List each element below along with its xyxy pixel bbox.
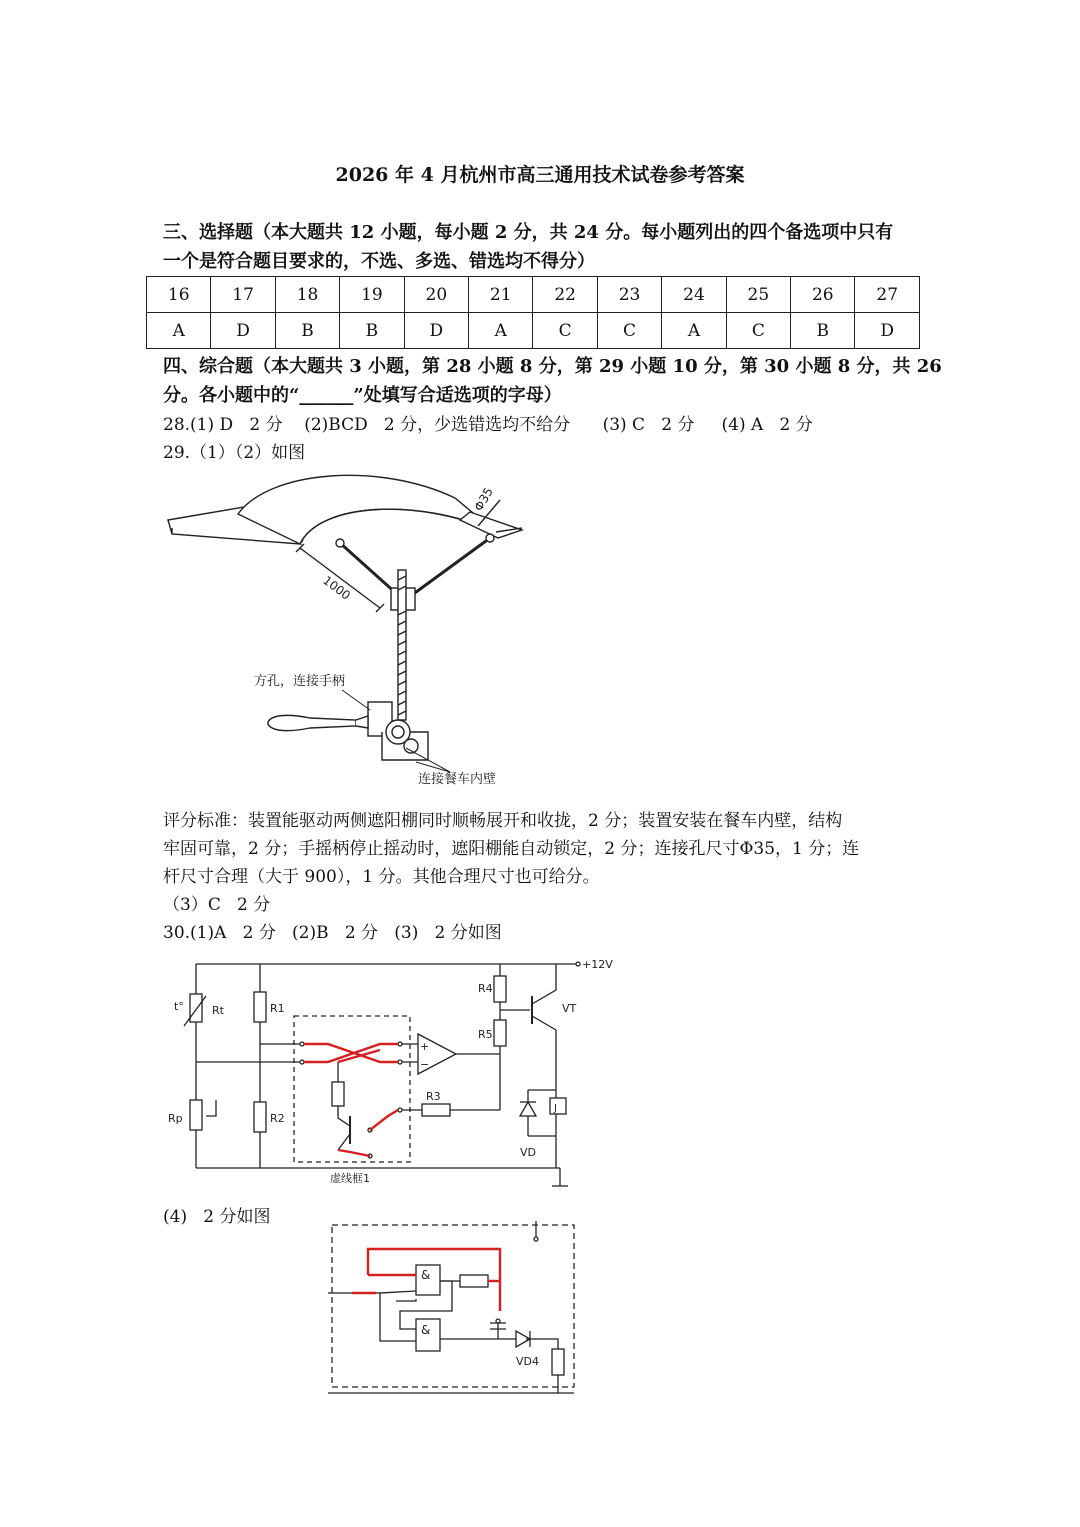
answer-table-answer-row [147,313,920,349]
table-cell: A [469,313,533,349]
table-cell: C [597,313,661,349]
table-cell: D [211,313,275,349]
table-cell: D [404,313,468,349]
grading-line2: 牢固可靠，2 分；手摇柄停止摇动时，遮阳棚能自动锁定，2 分；连接孔尺寸Φ35，1 分；连 [163,839,860,859]
table-cell: 20 [404,277,468,313]
section4-line2: 分。各小题中的“______”处填写合适选项的字母） [163,385,562,406]
q29-heading: 29.（1）（2）如图 [163,443,306,463]
q30-heading: 30.(1)A 2 分 (2)B 2 分 (3) 2 分如图 [163,923,502,943]
table-cell: 16 [147,277,211,313]
dashed-frame-label: 虚线框1 [330,1172,370,1185]
table-cell: A [147,313,211,349]
opamp-plus: + [420,1040,430,1053]
section3-line1: 三、选择题（本大题共 12 小题，每小题 2 分，共 24 分。每小题列出的四个备选项中只有 [163,222,894,243]
table-cell: A [662,313,726,349]
vd4-label: VD4 [516,1355,539,1368]
table-cell: 18 [275,277,339,313]
table-cell: 17 [211,277,275,313]
comparator-circuit-figure [160,950,620,1190]
r3-label: R3 [426,1090,441,1103]
rt-label: Rt [212,1004,224,1017]
table-cell: 22 [533,277,597,313]
table-cell: 24 [662,277,726,313]
table-cell: 19 [340,277,404,313]
grading-line3: 杆尺寸合理（大于 900），1 分。其他合理尺寸也可给分。 [163,867,600,887]
logic-circuit-figure [320,1215,585,1400]
section3-line2: 一个是符合题目要求的，不选、多选、错选均不得分） [163,251,595,272]
dimension-length-label: 1000 [320,573,354,603]
wall-label: 连接餐车内壁 [418,772,497,787]
r1-label: R1 [270,1002,285,1015]
supply-label: +12V [582,958,613,971]
table-cell: B [340,313,404,349]
table-cell: C [726,313,790,349]
q28-answers: 28.(1) D 2 分 (2)BCD 2 分，少选错选均不给分 (3) C 2 分 (4) A 2 分 [163,415,813,435]
table-cell: D [855,313,920,349]
page-title: 2026 年 4 月杭州市高三通用技术试卷参考答案 [335,164,745,186]
table-cell: 26 [791,277,855,313]
and-gate-2-symbol: & [421,1323,431,1337]
table-cell: 21 [469,277,533,313]
vt-label: VT [562,1002,577,1015]
handle-label: 方孔，连接手柄 [254,674,346,689]
sunshade-mechanism-figure [160,470,540,795]
grading-line1: 评分标准：装置能驱动两侧遮阳棚同时顺畅展开和收拢，2 分；装置安装在餐车内壁，结构 [163,811,843,831]
q29-3-answer: （3）C 2 分 [163,895,271,915]
r5-label: R5 [478,1028,493,1041]
table-cell: 25 [726,277,790,313]
r2-label: R2 [270,1112,285,1125]
rp-label: Rp [168,1112,183,1125]
and-gate-1-symbol: & [421,1268,431,1282]
section4-line1: 四、综合题（本大题共 3 小题，第 28 小题 8 分，第 29 小题 10 分，第 30 小题 8 分，共 26 [163,356,942,377]
table-cell: B [275,313,339,349]
q30-4-heading: (4) 2 分如图 [163,1207,271,1227]
table-cell: 27 [855,277,920,313]
relay-label: J [554,1103,557,1114]
vd-label: VD [520,1146,536,1159]
answer-table [146,276,920,349]
answer-table-number-row [147,277,920,313]
r4-label: R4 [478,982,493,995]
dimension-diameter-label: Φ35 [471,485,496,514]
rt-symbol: t° [174,1000,184,1013]
table-cell: 23 [597,277,661,313]
table-cell: C [533,313,597,349]
opamp-minus: − [420,1058,430,1071]
table-cell: B [791,313,855,349]
